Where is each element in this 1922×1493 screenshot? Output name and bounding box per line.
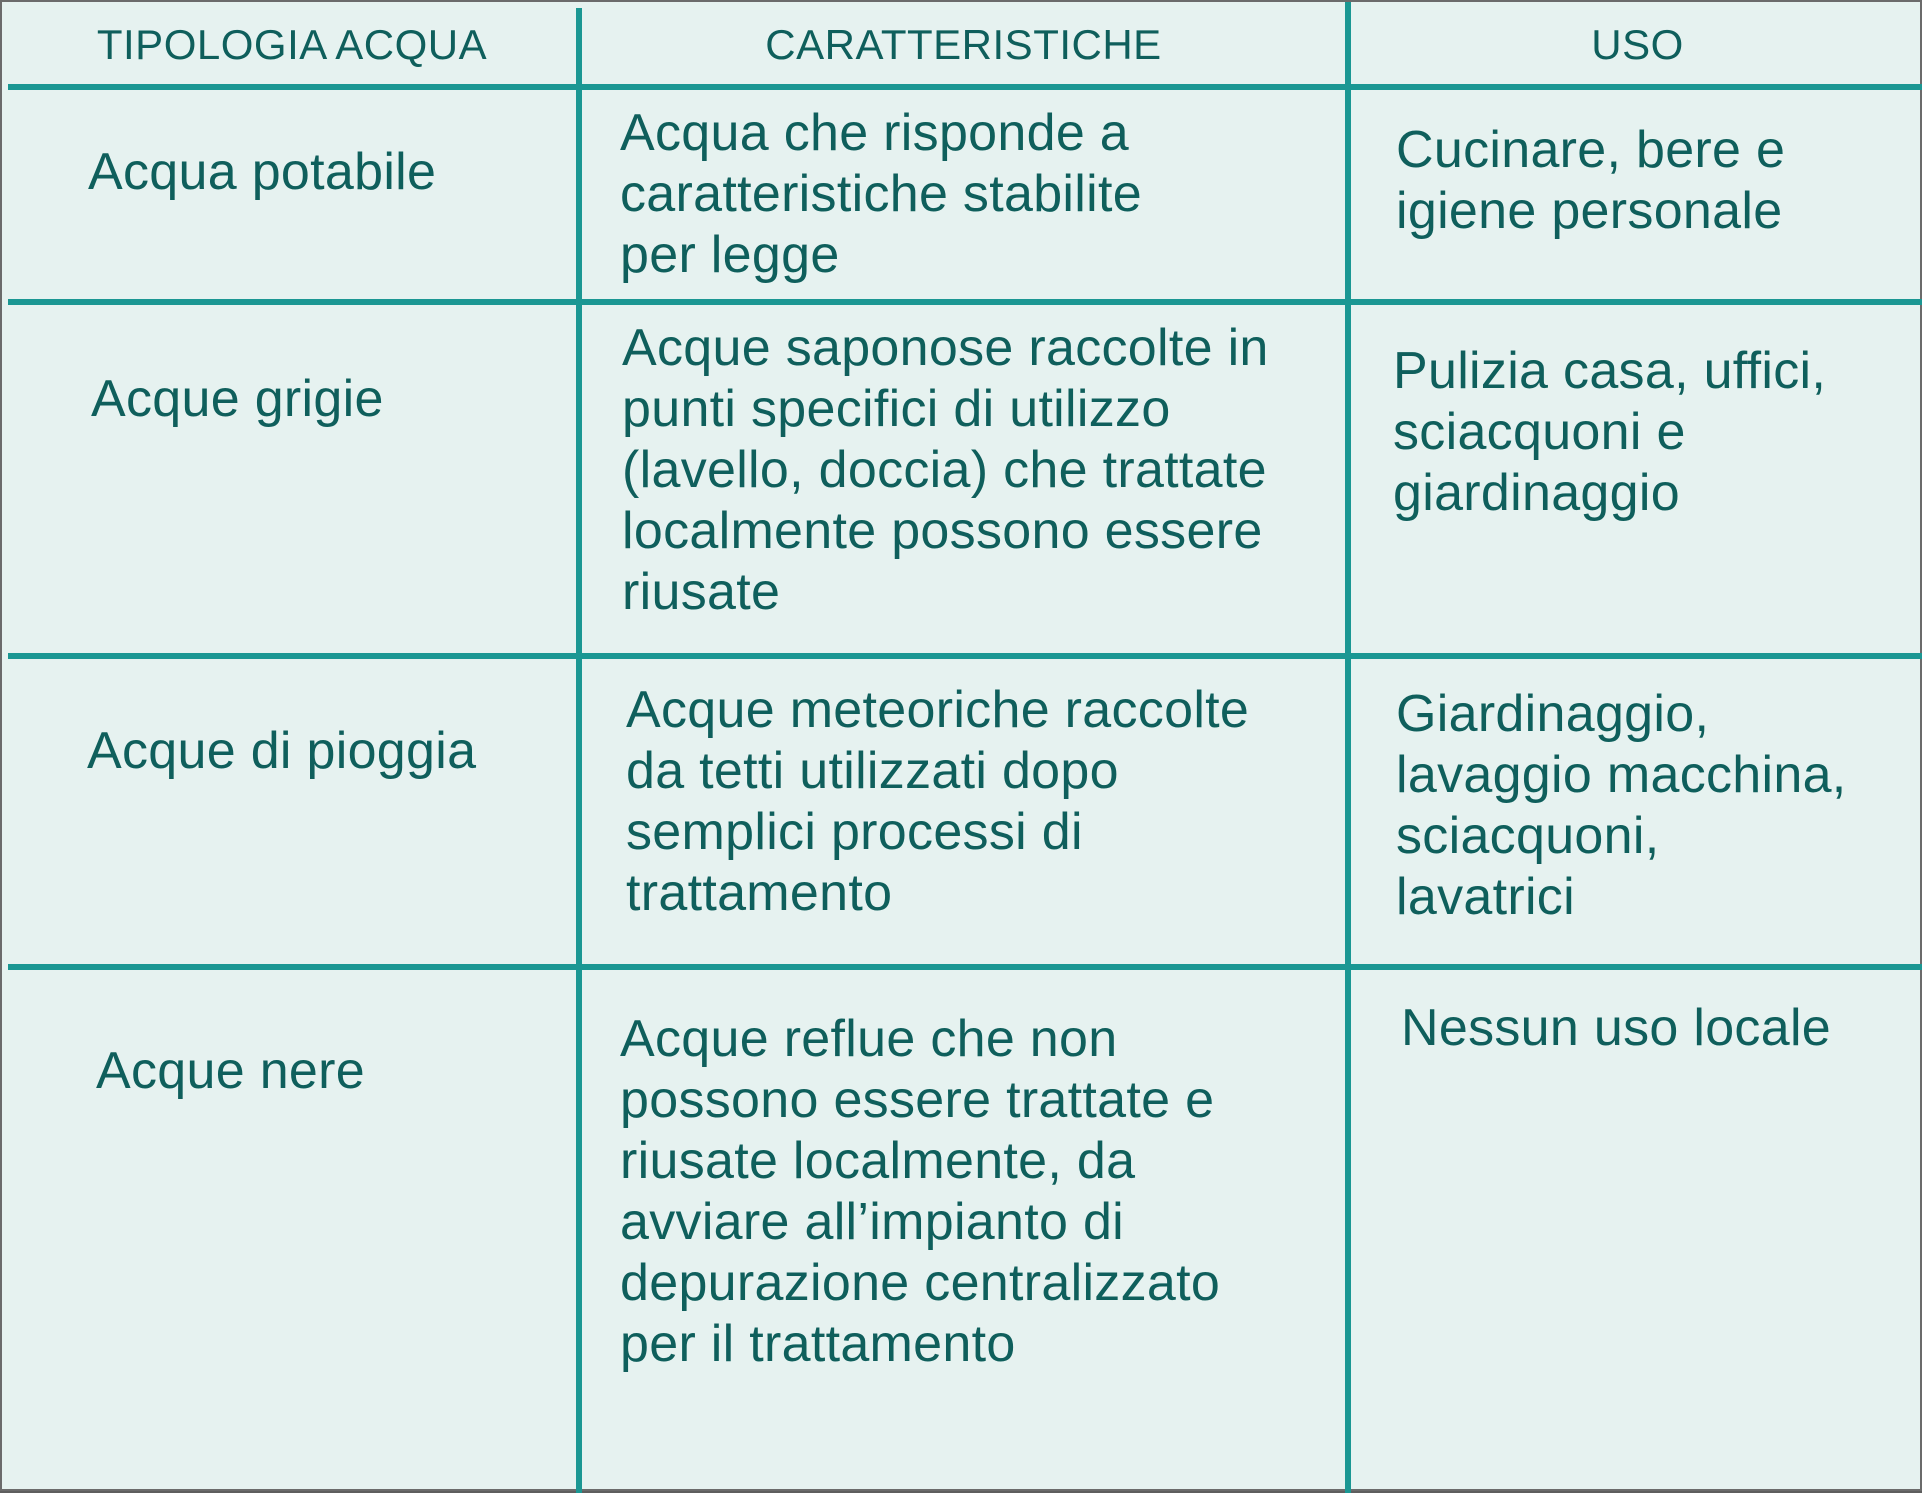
row-divider-3 [8, 964, 1922, 970]
row3-tipologia: Acque di pioggia [87, 722, 477, 780]
row1-caratteristiche: Acqua che risponde a caratteristiche stabilite per legge [620, 104, 1142, 284]
row2-caratteristiche: Acque saponose raccolte in punti specifici di utilizzo (lavello, doccia) che trattate localmente possono essere riusate [622, 319, 1269, 621]
column-divider-1 [576, 8, 582, 1493]
water-types-table [2, 2, 1922, 1493]
header-tipologia: TIPOLOGIA ACQUA [96, 21, 488, 68]
row1-uso: Cucinare, bere e igiene personale [1396, 121, 1786, 240]
row4-caratteristiche: Acque reflue che non possono essere trattate e riusate localmente, da avviare all’impianto di depurazione centralizzato per il trattamento [620, 1010, 1221, 1373]
row4-uso: Nessun uso locale [1401, 999, 1832, 1057]
row2-uso: Pulizia casa, uffici, sciacquoni e giardinaggio [1393, 342, 1827, 522]
row3-uso: Giardinaggio, lavaggio macchina, sciacquoni, lavatrici [1396, 685, 1847, 926]
row-divider-2 [8, 653, 1922, 659]
row4-tipologia: Acque nere [96, 1042, 365, 1100]
header-divider [8, 84, 1922, 90]
row3-caratteristiche: Acque meteoriche raccolte da tetti utilizzati dopo semplici processi di trattamento [626, 681, 1250, 922]
header-uso: USO [1591, 21, 1684, 68]
header-caratteristiche: CARATTERISTICHE [765, 21, 1162, 68]
column-divider-2 [1345, 2, 1351, 1493]
row2-tipologia: Acque grigie [91, 370, 384, 428]
row1-tipologia: Acqua potabile [88, 143, 437, 201]
row-divider-1 [8, 299, 1922, 305]
